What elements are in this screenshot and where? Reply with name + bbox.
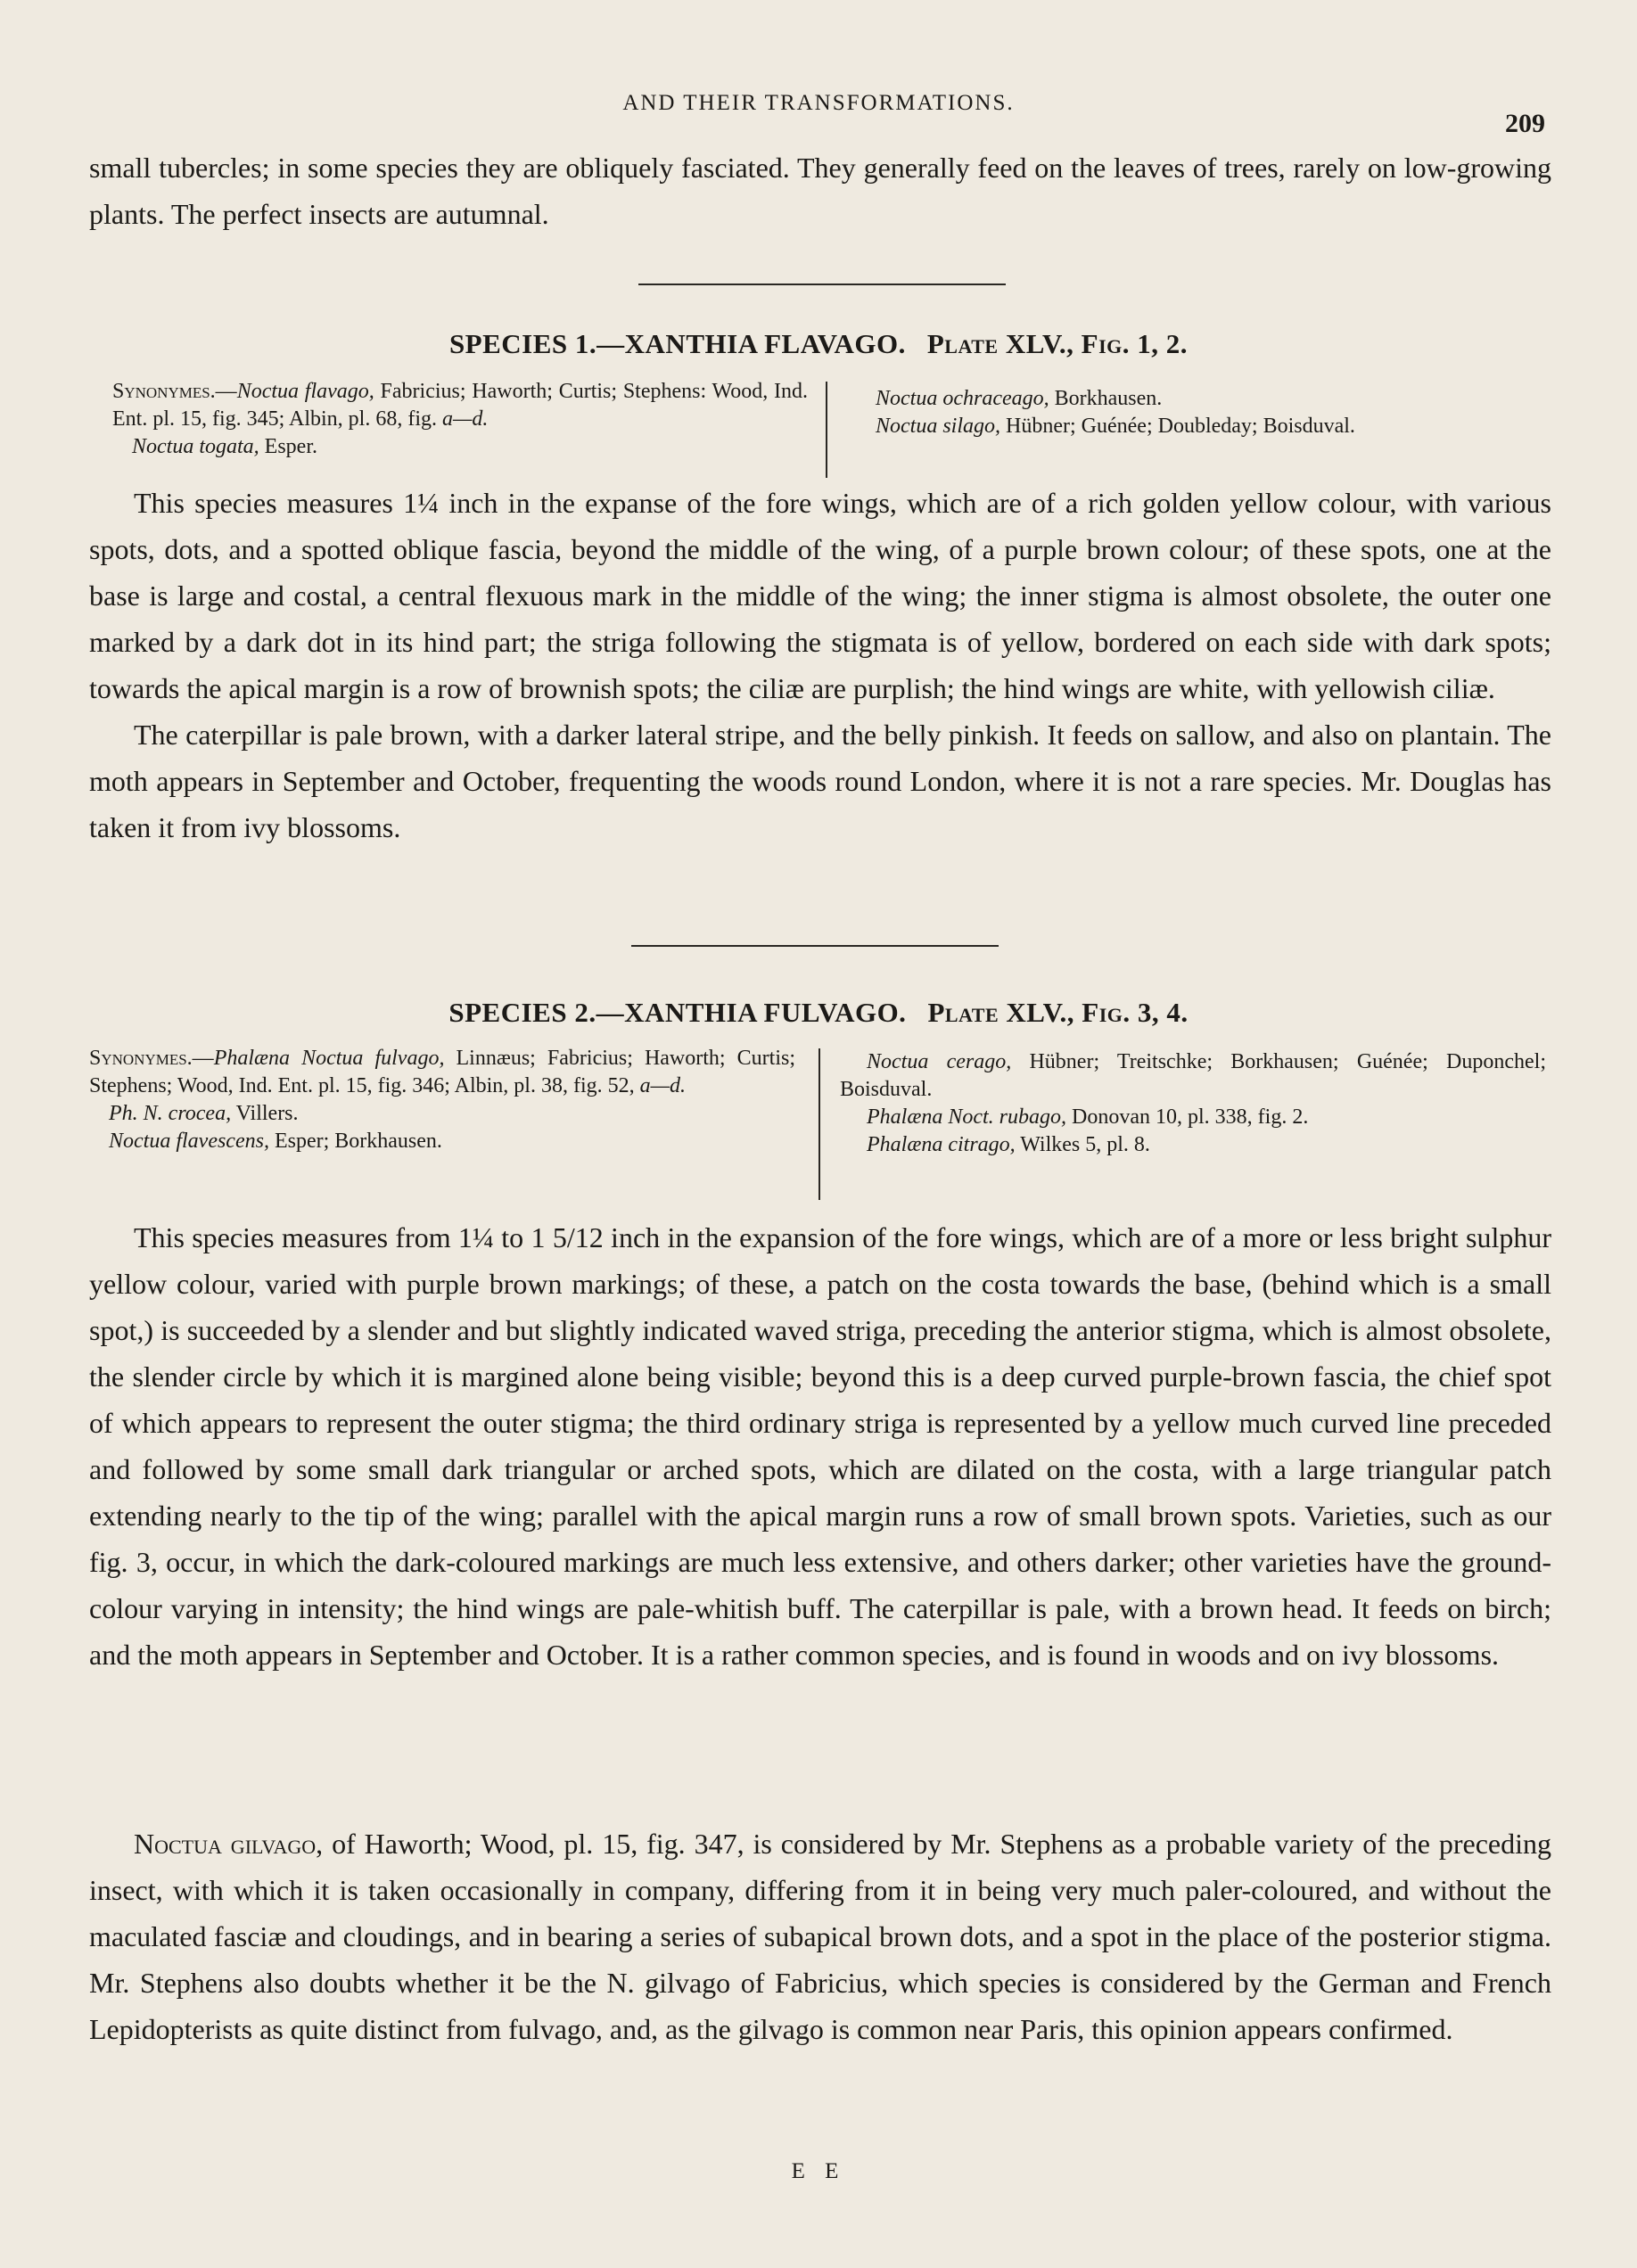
synonym-authority: Donovan 10, pl. 338, fig. 2. (1066, 1105, 1309, 1129)
gilvago-text: of Haworth; Wood, pl. 15, fig. 347, is considered by Mr. Stephens as a probable variety of the preceding insect, with which it is taken occasionally in company, differing from it in being very much paler-coloured, and without the maculated fasciæ and cloudings, and in bearing a series of subapical brown dots, and a spot in the place of the posterior stigma. Mr. Stephens also doubts whether it be the N. gilvago of Fabricius, which species is considered by the German and French Lepidopterists as quite distinct from fulvago, and, as the gilvago is common near Paris, this opinion appears confirmed. (89, 1828, 1552, 2045)
gilvago-name: Noctua gilvago, (134, 1828, 324, 1860)
description-paragraph: The caterpillar is pale brown, with a darker lateral stripe, and the belly pinkish. It feeds on sallow, and also on plantain. The moth appears in September and October, frequenting the woods round London, where it is not a rare species. Mr. Douglas has taken it from ivy blossoms. (89, 719, 1551, 843)
synonym-name: Noctua silago, (876, 415, 1001, 438)
intro-block (89, 144, 1551, 237)
synonym-authorities: Hübner; Treitschke; Borkhausen; Guénée; Duponchel; Boisduval. (840, 1050, 1546, 1101)
species-2-synonyms-right (840, 1048, 1546, 1159)
synonym-name: Noctua togata, (132, 435, 259, 458)
section-rule (631, 945, 999, 947)
intro-paragraph: small tubercles; in some species they are obliquely fasciated. They generally feed on the leaves of trees, rarely on low-growing plants. The perfect insects are autumnal. (89, 152, 1551, 230)
synonym-authority: Esper; Borkhausen. (268, 1130, 442, 1153)
species-2-title: SPECIES 2.—XANTHIA FULVAGO. (448, 997, 907, 1028)
species-1-plate: Plate XLV., Fig. 1, 2. (926, 328, 1189, 359)
synonym-authority: Hübner; Guénée; Doubleday; Boisduval. (1000, 415, 1355, 438)
species-1-synonyms-right (876, 385, 1518, 440)
section-rule (638, 284, 1006, 285)
synonym-name: Phalæna Noct. rubago, (867, 1105, 1067, 1129)
synonym-name: Phalæna citrago, (867, 1133, 1016, 1156)
synonym-divider (818, 1048, 820, 1200)
synonym-authorities: Fabricius; Haworth; Curtis; Stephens: Wood, Ind. Ent. pl. 15, fig. 345; Albin, pl. 68, fig. (112, 380, 808, 431)
synonym-name: Noctua ochraceago, (876, 387, 1049, 410)
species-2-synonyms-left (89, 1045, 795, 1155)
description-paragraph: This species measures 1¼ inch in the expanse of the fore wings, which are of a rich golden yellow colour, with various spots, dots, and a spotted oblique fascia, beyond the middle of the wing, of a purple brown colour; of these spots, one at the base is large and costal, a central flexuous mark in the middle of the wing; the inner stigma is almost obsolete, the outer one marked by a dark dot in its hind part; the striga following the stigmata is of yellow, bordered on each side with dark spots; towards the apical margin is a row of brownish spots; the ciliæ are purplish; the hind wings are white, with yellowish ciliæ. (89, 487, 1551, 704)
synonym-authority: Esper. (259, 435, 317, 458)
synonym-name: Noctua cerago, (867, 1050, 1012, 1073)
signature-mark: E E (791, 2159, 846, 2183)
synonym-name: Phalæna Noctua fulvago, (213, 1047, 445, 1070)
synonym-name: Noctua flavescens, (109, 1130, 269, 1153)
species-2-plate: Plate XLV., Fig. 3, 4. (927, 997, 1189, 1028)
species-1-heading (0, 328, 1637, 360)
gilvago-paragraph (89, 1820, 1551, 2052)
species-1-description (89, 480, 1551, 850)
gilvago-note (89, 1820, 1551, 2052)
synonym-name: Noctua flavago, (236, 380, 374, 403)
running-head: AND THEIR TRANSFORMATIONS. (622, 91, 1015, 115)
synonym-authorities: Linnæus; Fabricius; Haworth; Curtis; Stephens; Wood, Ind. Ent. pl. 15, fig. 346; Albin, pl. 38, fig. 52, (89, 1047, 795, 1097)
species-1-synonyms-left (112, 378, 808, 461)
description-paragraph: This species measures from 1¼ to 1 5/12 inch in the expansion of the fore wings, which are of a more or less bright sulphur yellow colour, varied with purple brown markings; of these, a patch on the costa towards the base, (behind which is a small spot,) is succeeded by a slender and but slightly indicated waved striga, preceding the anterior stigma, which is almost obsolete, the slender circle by which it is margined alone being visible; beyond this is a deep curved purple-brown fascia, the chief spot of which appears to represent the outer stigma; the third ordinary striga is represented by a yellow much curved line preceded and followed by some small dark triangular or arched spots, which are dilated on the costa, with a large triangular patch extending nearly to the tip of the wing; parallel with the apical margin runs a row of small brown spots. Varieties, such as our fig. 3, occur, in which the dark-coloured markings are much less extensive, and others darker; other varieties have the ground-colour varying in intensity; the hind wings are pale-whitish buff. The caterpillar is pale, with a brown head. It feeds on birch; and the moth appears in September and October. It is a rather common species, and is found in woods and on ivy blossoms. (89, 1221, 1551, 1671)
species-2-description (89, 1214, 1551, 1678)
synonymes-label: Synonymes.— (89, 1047, 214, 1070)
synonym-fig: a—d. (442, 407, 489, 431)
synonym-authority: Wilkes 5, pl. 8. (1015, 1133, 1150, 1156)
synonymes-label: Synonymes.— (112, 380, 237, 403)
synonym-fig: a—d. (639, 1074, 686, 1097)
synonym-authority: Villers. (231, 1102, 299, 1125)
synonym-name: Ph. N. crocea, (109, 1102, 232, 1125)
synonym-authority: Borkhausen. (1049, 387, 1163, 410)
page-number: 209 (1505, 109, 1545, 138)
synonym-divider (826, 382, 827, 478)
species-2-heading (0, 997, 1637, 1029)
species-1-title: SPECIES 1.—XANTHIA FLAVAGO. (448, 328, 906, 359)
